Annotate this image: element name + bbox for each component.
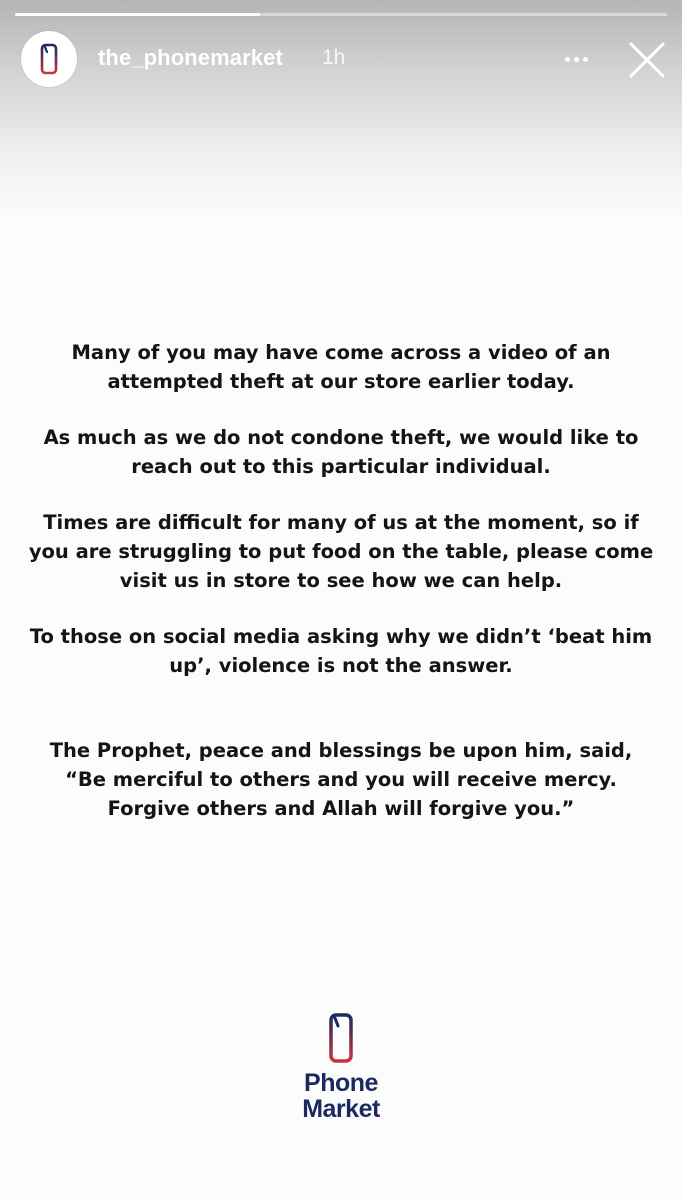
post-paragraph-1 bbox=[20, 338, 662, 396]
story-progress-fill bbox=[15, 13, 260, 16]
avatar[interactable] bbox=[21, 31, 77, 87]
post-paragraph-2 bbox=[20, 423, 662, 481]
post-paragraph-5 bbox=[20, 736, 662, 823]
text-line: Many of you may have come across a video of an bbox=[71, 341, 611, 364]
text-line: visit us in store to see how we can help. bbox=[119, 569, 563, 592]
text-line: Times are difficult for many of us at the moment, so if bbox=[43, 511, 639, 534]
close-button[interactable] bbox=[626, 39, 668, 81]
brand-logo bbox=[280, 1012, 402, 1132]
more-options-icon-dot bbox=[574, 57, 579, 62]
more-options-button[interactable] bbox=[556, 44, 596, 74]
post-timestamp: 1h bbox=[322, 46, 346, 69]
text-line: As much as we do not condone theft, we would like to bbox=[43, 426, 639, 449]
phone-logo-icon bbox=[328, 1012, 354, 1064]
text-line: up’, violence is not the answer. bbox=[169, 654, 513, 677]
brand-name-line-1: Phone bbox=[304, 1069, 378, 1097]
text-line: attempted theft at our store earlier today. bbox=[107, 370, 575, 393]
story-header-gradient bbox=[0, 0, 682, 220]
story-progress-bar bbox=[15, 13, 667, 16]
post-paragraph-4 bbox=[20, 622, 662, 680]
text-line: “Be merciful to others and you will receive mercy. bbox=[65, 768, 617, 791]
brand-name-line-2: Market bbox=[302, 1095, 380, 1123]
brand-name bbox=[280, 1070, 402, 1122]
text-line: The Prophet, peace and blessings be upon him, said, bbox=[49, 739, 633, 762]
post-paragraph-3 bbox=[20, 508, 662, 595]
text-line: reach out to this particular individual. bbox=[131, 455, 551, 478]
more-options-icon bbox=[565, 57, 570, 62]
more-options-icon-dot bbox=[583, 57, 588, 62]
account-username[interactable]: the_phonemarket bbox=[98, 45, 283, 70]
close-icon bbox=[626, 39, 668, 81]
phone-outline-icon bbox=[40, 43, 58, 75]
text-line: you are struggling to put food on the table, please come bbox=[28, 540, 654, 563]
text-line: Forgive others and Allah will forgive you.” bbox=[107, 797, 575, 820]
text-line: To those on social media asking why we didn’t ‘beat him bbox=[29, 625, 653, 648]
